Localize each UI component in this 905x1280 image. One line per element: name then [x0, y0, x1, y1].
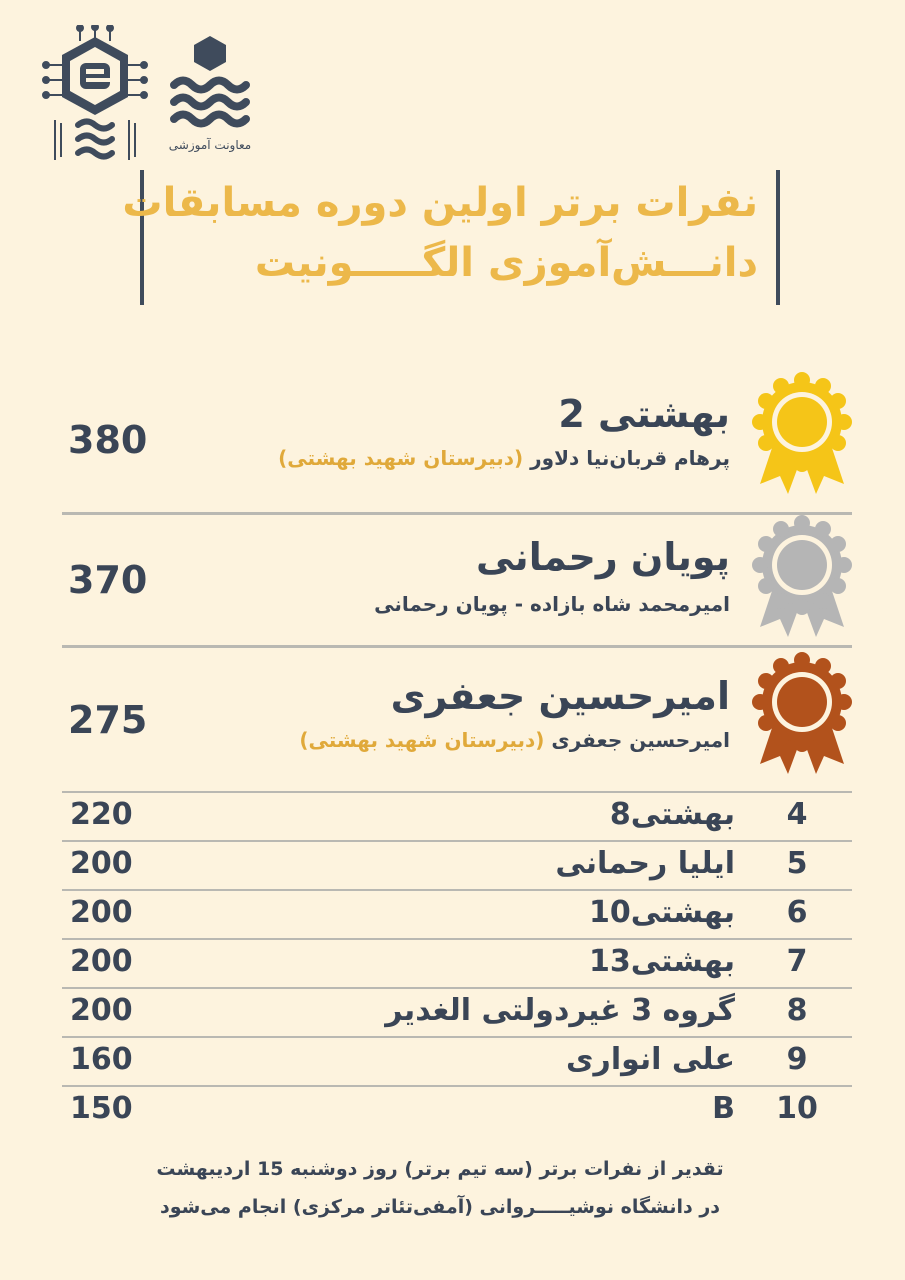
waves-logo-icon: [160, 30, 260, 135]
circuit-logo-icon: [40, 25, 150, 165]
top1-score: 380: [68, 418, 148, 462]
top2-members: [170, 592, 730, 616]
divider: [62, 512, 852, 515]
table-row-score: 200: [70, 846, 133, 881]
top2-score: 370: [68, 558, 148, 602]
table-row-rank: 6: [786, 895, 808, 930]
table-row-rank: 5: [786, 846, 808, 881]
table-row-rank: 4: [786, 797, 808, 832]
table-row-rank: 10: [776, 1091, 818, 1126]
table-row-score: 200: [70, 895, 133, 930]
table-row-name: علی انواری: [566, 1042, 735, 1077]
footer-line-1: تقدیر از نفرات برتر (سه تیم برتر) روز دوشنبه 15 اردیبهشت: [156, 1158, 724, 1180]
table-row-divider: [62, 1036, 852, 1038]
table-row-score: 220: [70, 797, 133, 832]
top2-member-names: امیرمحمد شاه بازاده - پویان رحمانی: [374, 592, 730, 616]
university-logo: [40, 25, 150, 165]
table-row-name: بهشتی8: [609, 797, 735, 832]
top1-members: [170, 446, 730, 470]
top3-score: 275: [68, 698, 148, 742]
table-row-score: 200: [70, 993, 133, 1028]
top3-team-name: امیرحسین جعفری: [390, 674, 730, 718]
table-row-name: گروه 3 غیردولتی الغدیر: [385, 993, 735, 1028]
table-row-name: ایلیا رحمانی: [555, 846, 735, 881]
page-subtitle: دانـــش‌آموزی الگـــــونیت: [254, 240, 758, 286]
top1-member-names: پرهام قربان‌نیا دلاور: [530, 446, 730, 470]
top1-school: (دبیرستان شهید بهشتی): [278, 446, 524, 470]
table-row-score: 200: [70, 944, 133, 979]
table-row-name: بهشتی10: [589, 895, 735, 930]
table-row-divider: [62, 840, 852, 842]
table-row-divider: [62, 889, 852, 891]
table-row-name: B: [712, 1091, 735, 1126]
title-block: [122, 170, 780, 305]
table-row-rank: 8: [786, 993, 808, 1028]
logo-label: معاونت آموزشی: [168, 138, 252, 152]
gold-medal-icon: [752, 372, 852, 497]
table-row-divider: [62, 938, 852, 940]
table-row-name: بهشتی13: [589, 944, 735, 979]
top3-member-names: امیرحسین جعفری: [551, 728, 730, 752]
table-row-score: 150: [70, 1091, 133, 1126]
top3-members: [170, 728, 730, 752]
table-row-divider: [62, 1085, 852, 1087]
title-bar-right: [776, 170, 780, 305]
top1-team-name: بهشتی 2: [558, 392, 730, 436]
bronze-medal-icon: [752, 652, 852, 777]
education-office-logo: [160, 30, 260, 160]
top2-team-name: پویان رحمانی: [475, 535, 730, 579]
table-row-rank: 9: [786, 1042, 808, 1077]
top3-school: (دبیرستان شهید بهشتی): [299, 728, 545, 752]
divider: [62, 645, 852, 648]
table-row-rank: 7: [786, 944, 808, 979]
footer-line-2: در دانشگاه نوشیـــــروانی (آمفی‌تئاتر مرکزی) انجام می‌شود: [159, 1196, 721, 1218]
page-title: نفرات برتر اولین دوره مسابقات: [122, 180, 758, 226]
table-row-divider: [62, 791, 852, 793]
silver-medal-icon: [752, 515, 852, 640]
table-row-divider: [62, 987, 852, 989]
table-row-score: 160: [70, 1042, 133, 1077]
